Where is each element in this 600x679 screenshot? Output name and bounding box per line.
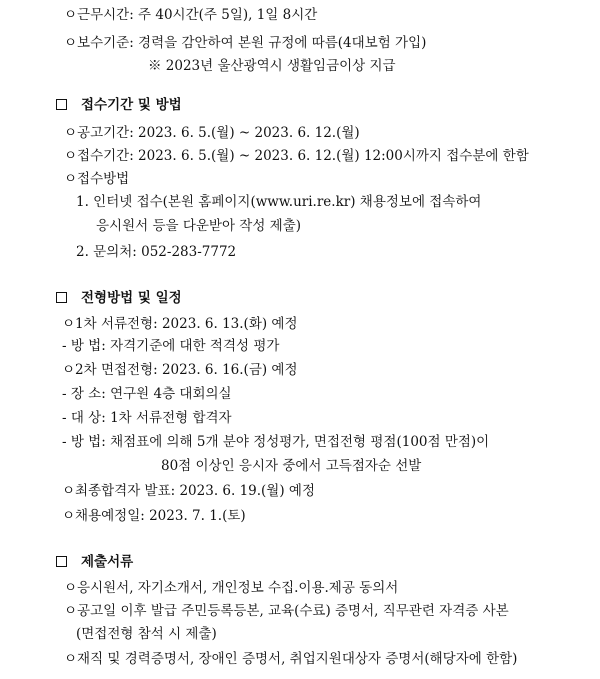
section-documents <box>56 553 133 571</box>
section-checkbox-icon <box>56 292 67 303</box>
pay-standard: ㅇ보수기준: 경력을 감안하여 본원 규정에 따름(4대보험 가입) <box>64 35 427 51</box>
receipt-period: ㅇ접수기간: 2023. 6. 5.(월) ~ 2023. 6. 12.(월) 12:00시까지 접수분에 한함 <box>64 148 529 164</box>
section-checkbox-icon <box>56 556 67 567</box>
hire-date: ㅇ채용예정일: 2023. 7. 1.(토) <box>62 508 246 524</box>
work-hours: ㅇ근무시간: 주 40시간(주 5일), 1일 8시간 <box>64 7 318 23</box>
document-item-2-line2: (면접전형 참석 시 제출) <box>76 626 217 642</box>
doc-method: - 방 법: 자격기준에 대한 적격성 평가 <box>62 338 280 354</box>
section-documents-title: 제출서류 <box>81 554 134 570</box>
interview-method-line1: - 방 법: 채점표에 의해 5개 분야 정성평가, 면접전형 평점(100점 만점)이 <box>62 434 490 450</box>
interview-target: - 대 상: 1차 서류전형 합격자 <box>62 410 232 426</box>
interview-method-line2: 80점 이상인 응시자 중에서 고득점자순 선발 <box>161 458 422 474</box>
method-label: ㅇ접수방법 <box>64 171 130 187</box>
final-announce: ㅇ최종합격자 발표: 2023. 6. 19.(월) 예정 <box>62 483 315 499</box>
section-reception <box>56 96 182 114</box>
document-item-1: ㅇ응시원서, 자기소개서, 개인정보 수집.이용.제공 동의서 <box>64 580 399 596</box>
document-item-2-line1: ㅇ공고일 이후 발급 주민등록등본, 교육(수료) 증명서, 직무관련 자격증 사본 <box>64 603 509 619</box>
section-selection <box>56 289 182 307</box>
notice-period: ㅇ공고기간: 2023. 6. 5.(월) ~ 2023. 6. 12.(월) <box>64 125 360 141</box>
method-2: 2. 문의처: 052-283-7772 <box>76 244 237 260</box>
section-reception-title: 접수기간 및 방법 <box>81 97 182 113</box>
method-1-line1: 1. 인터넷 접수(본원 홈페이지(www.uri.re.kr) 채용정보에 접속하여 <box>76 194 482 210</box>
pay-note: ※ 2023년 울산광역시 생활임금이상 지급 <box>148 58 396 74</box>
interview: ㅇ2차 면접전형: 2023. 6. 16.(금) 예정 <box>62 362 298 378</box>
section-checkbox-icon <box>56 99 67 110</box>
section-selection-title: 전형방법 및 일정 <box>81 290 182 306</box>
doc-screening: ㅇ1차 서류전형: 2023. 6. 13.(화) 예정 <box>62 316 298 332</box>
document-item-3: ㅇ재직 및 경력증명서, 장애인 증명서, 취업지원대상자 증명서(해당자에 한함) <box>64 651 518 667</box>
interview-place: - 장 소: 연구원 4층 대회의실 <box>62 386 232 402</box>
method-1-line2: 응시원서 등을 다운받아 작성 제출) <box>96 218 302 234</box>
